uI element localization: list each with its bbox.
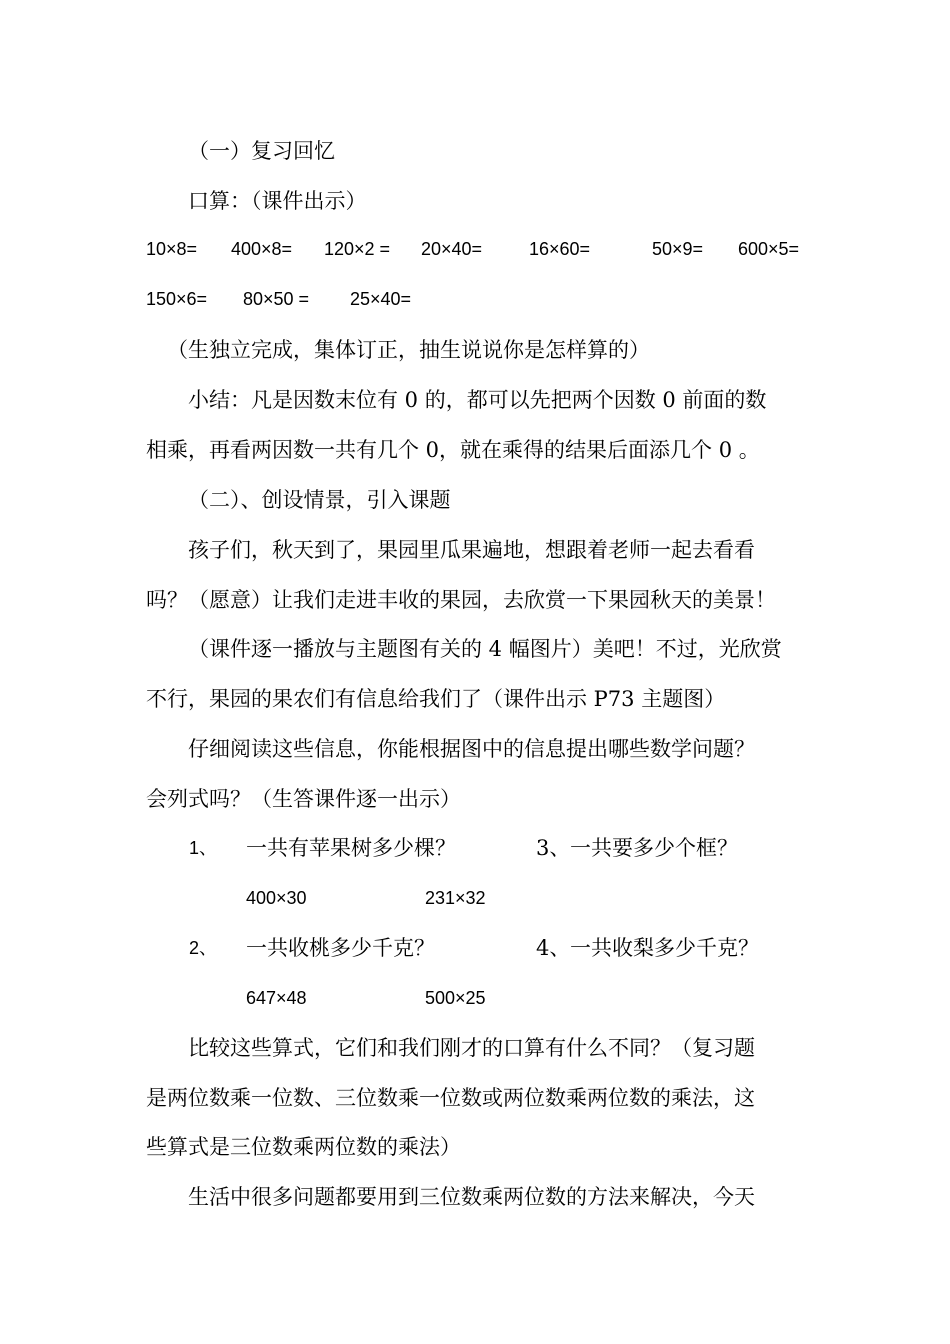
expression-row-1 [0, 883, 950, 913]
compare-text: 比较这些算式，它们和我们刚才的口算有什么不同？（复习题 [188, 1036, 755, 1060]
compare-line-2 [0, 1083, 950, 1113]
compare-line-3 [0, 1132, 950, 1162]
oral-problem: 120×2 = [324, 239, 391, 259]
summary-line-1 [0, 385, 950, 415]
instruction-line [0, 335, 950, 365]
oral-problems-row-1 [0, 234, 950, 264]
intro-p2-line-1 [0, 634, 950, 664]
oral-problem: 16×60= [529, 239, 591, 259]
question-number: 2、 [189, 938, 218, 958]
intro-p3-line-1 [0, 734, 950, 764]
question-expression: 400×30 [246, 888, 307, 908]
intro-paragraph-text: 会列式吗？（生答课件逐一出示） [146, 787, 461, 811]
question-row-1 [0, 833, 950, 863]
oral-problem: 50×9= [652, 239, 704, 259]
review-heading: （一）复习回忆 [188, 139, 335, 163]
compare-text: 是两位数乘一位数、三位数乘一位数或两位数乘两位数的乘法，这 [146, 1086, 755, 1110]
compare-text: 些算式是三位数乘两位数的乘法） [146, 1135, 461, 1159]
instruction-text: （生独立完成，集体订正，抽生说说你是怎样算的） [167, 338, 650, 362]
intro-paragraph-text: 仔细阅读这些信息，你能根据图中的信息提出哪些数学问题？ [188, 737, 755, 761]
question-text: 一共收梨多少千克？ [570, 936, 759, 960]
question-expression: 647×48 [246, 988, 307, 1008]
intro-paragraph-text: 孩子们，秋天到了，果园里瓜果遍地，想跟着老师一起去看看 [188, 538, 755, 562]
oral-problem: 10×8= [146, 239, 198, 259]
compare-line-1 [0, 1033, 950, 1063]
summary-text: 小结：凡是因数末位有 0 的，都可以先把两个因数 0 前面的数 [188, 388, 767, 412]
oral-problem: 150×6= [146, 289, 208, 309]
question-text: 一共有苹果树多少棵？ [246, 836, 456, 860]
oral-label: 口算：（课件出示） [188, 189, 367, 213]
intro-p1-line-2 [0, 585, 950, 615]
life-line-1 [0, 1182, 950, 1212]
review-heading-line [0, 136, 950, 166]
intro-p1-line-1 [0, 535, 950, 565]
question-number: 4、 [536, 936, 571, 960]
question-number: 1、 [189, 838, 218, 858]
intro-p3-line-2 [0, 784, 950, 814]
oral-problems-row-2 [0, 284, 950, 314]
question-expression: 500×25 [425, 988, 486, 1008]
intro-heading-line [0, 485, 950, 515]
oral-problem: 80×50 = [243, 289, 310, 309]
question-expression: 231×32 [425, 888, 486, 908]
oral-problem: 400×8= [231, 239, 293, 259]
intro-paragraph-text: 不行，果园的果农们有信息给我们了（课件出示 P73 主题图） [146, 687, 726, 711]
intro-p2-line-2 [0, 684, 950, 714]
intro-heading: （二）、创设情景，引入课题 [188, 488, 451, 512]
oral-label-line [0, 186, 950, 216]
question-number: 3、 [536, 836, 571, 860]
life-text: 生活中很多问题都要用到三位数乘两位数的方法来解决，今天 [188, 1185, 755, 1209]
oral-problem: 600×5= [738, 239, 800, 259]
summary-line-2 [0, 435, 950, 465]
intro-paragraph-text: （课件逐一播放与主题图有关的 4 幅图片）美吧！不过，光欣赏 [188, 637, 782, 661]
intro-paragraph-text: 吗？（愿意）让我们走进丰收的果园，去欣赏一下果园秋天的美景！ [146, 588, 776, 612]
question-text: 一共要多少个框？ [570, 836, 738, 860]
oral-problem: 25×40= [350, 289, 412, 309]
summary-text: 相乘，再看两因数一共有几个 0，就在乘得的结果后面添几个 0 。 [146, 438, 760, 462]
expression-row-2 [0, 983, 950, 1013]
question-row-2 [0, 933, 950, 963]
oral-problem: 20×40= [421, 239, 483, 259]
question-text: 一共收桃多少千克？ [246, 936, 435, 960]
